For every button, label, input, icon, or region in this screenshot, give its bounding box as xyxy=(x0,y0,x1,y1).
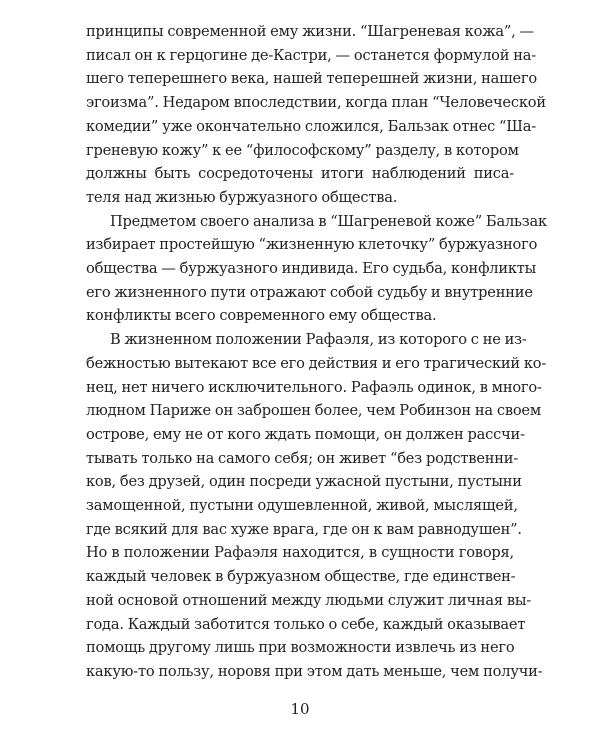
text-line: комедии” уже окончательно сложился, Бальзак отнес “Ша- xyxy=(86,117,536,135)
text-line: Но в положении Рафаэля находится, в сущности говоря, xyxy=(86,544,514,562)
text-line: каждый человек в буржуазном обществе, где единствен- xyxy=(86,568,516,586)
text-line: должны быть сосредоточены итоги наблюдений писа- xyxy=(86,165,514,183)
text-line: его жизненного пути отражают собой судьбу и внутренние xyxy=(86,283,533,301)
text-line: эгоизма”. Недаром впоследствии, когда план “Человеческой xyxy=(86,94,546,112)
text-line: ков, без друзей, один посреди ужасной пустыни, пустыни xyxy=(86,473,522,491)
text-line: помощь другому лишь при возможности извлечь из него xyxy=(86,639,515,657)
text-line: Предметом своего анализа в “Шагреневой коже” Бальзак xyxy=(110,212,547,230)
text-line: бежностью вытекают все его действия и его трагический ко- xyxy=(86,354,547,372)
text-line: года. Каждый заботится только о себе, каждый оказывает xyxy=(86,615,526,633)
text-line: теля над жизнью буржуазного общества. xyxy=(86,188,398,206)
page-number: 10 xyxy=(290,700,310,718)
text-line: людном Париже он заброшен более, чем Робинзон на своем xyxy=(86,402,542,420)
text-line: общества — буржуазного индивида. Его судьба, конфликты xyxy=(86,260,537,278)
text-line: В жизненном положении Рафаэля, из которого с не из- xyxy=(110,331,527,349)
text-line: шего теперешнего века, нашей теперешней жизни, нашего xyxy=(86,70,537,88)
text-line: избирает простейшую “жизненную клеточку” буржуазного xyxy=(86,236,538,254)
text-line: греневую кожу” к ее “философскому” разделу, в котором xyxy=(86,141,519,159)
text-line: где всякий для вас хуже врага, где он к вам равнодушен”. xyxy=(86,520,522,538)
text-line: тывать только на самого себя; он живет “без родственни- xyxy=(86,449,519,467)
text-line: писал он к герцогине де-Кастри, — останется формулой на- xyxy=(86,46,536,64)
text-line: ной основой отношений между людьми служит личная вы- xyxy=(86,591,532,609)
text-line: острове, ему не от кого ждать помощи, он должен рассчи- xyxy=(86,425,525,443)
text-line: конфликты всего современного ему общества. xyxy=(86,307,437,325)
text-line: какую-то пользу, норовя при этом дать меньше, чем получи- xyxy=(86,663,543,680)
text-line: нец, нет ничего исключительного. Рафаэль одинок, в много- xyxy=(86,378,542,396)
text-line: замощенной, пустыни одушевленной, живой, мыслящей, xyxy=(86,497,518,515)
text-line: принципы современной ему жизни. “Шагреневая кожа”, — xyxy=(86,23,534,40)
